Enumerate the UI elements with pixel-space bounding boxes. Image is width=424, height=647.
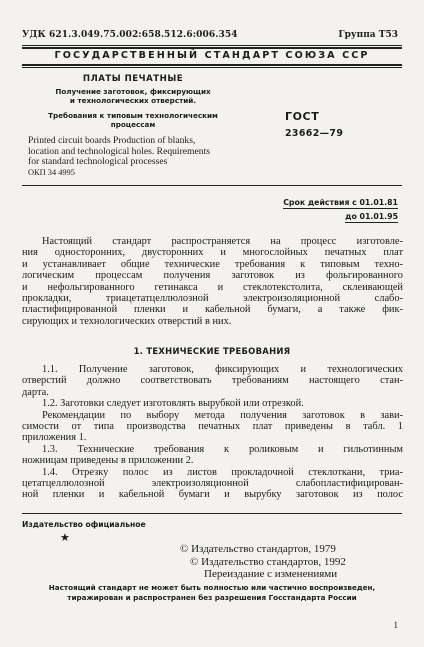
okp-code: ОКП 34 4995 <box>28 168 75 177</box>
state-rule-thin <box>22 67 402 68</box>
section-line: 1.1. Получение заготовок, фиксирующих и технологических <box>42 364 403 375</box>
intro-line: и нефольгированного гетинакса и стеклотекстолита, склеивающей <box>22 281 403 293</box>
footer-rule <box>22 513 402 514</box>
section-paragraphs <box>22 364 403 501</box>
intro-paragraph <box>22 236 403 327</box>
section-line: 1.4. Отрезку полос из листов прокладочной стеклоткани, триа- <box>42 466 403 478</box>
title-main: ПЛАТЫ ПЕЧАТНЫЕ <box>82 74 184 84</box>
top-rule-thin <box>22 45 402 46</box>
reissue-line: Переиздание с изменениями <box>204 568 338 580</box>
gost-number: 23662—79 <box>285 128 344 139</box>
group-code: Группа Т53 <box>338 30 398 40</box>
validity-block <box>283 196 398 224</box>
title-sub-line: и технологических отверстий. <box>69 96 197 105</box>
udc-code: УДК 621.3.049.75.002:658.512.6:006.354 <box>22 30 238 40</box>
intro-line: пластифицированной пленки и кабельной бумаги, а также фик- <box>22 304 403 316</box>
section-line: приложения 1. <box>22 432 87 444</box>
english-title-line: location and technological holes. Requirements <box>28 145 210 157</box>
title-sub <box>22 87 244 105</box>
top-rule-thick <box>22 47 402 49</box>
title-sub2-line: Требования к типовым технологическим <box>48 111 218 120</box>
section-line: отверстий должно соответствовать требованиям настоящего стан- <box>22 375 403 387</box>
star-icon: ★ <box>60 531 70 544</box>
state-rule-thick <box>22 64 402 66</box>
gost-block <box>285 110 343 139</box>
intro-line: прокладки, триацетатцеллюлозной электроизоляционной слабо- <box>22 293 403 305</box>
section-line: 1.3. Технические требования к роликовым и гильотинным <box>42 443 403 455</box>
gost-label: ГОСТ <box>285 110 320 123</box>
section-line: Рекомендации по выбору метода получения заготовок в зави- <box>42 409 403 421</box>
title-sub2-line: процессам <box>110 120 156 129</box>
intro-line: и устанавливает общие технические требования к типовым техно- <box>22 258 403 270</box>
intro-line: сирующих и технологических отверстий в них. <box>22 315 232 327</box>
english-title-line: for standard technological processes <box>28 156 168 167</box>
title-sub-line: Получение заготовок, фиксирующих <box>55 87 211 96</box>
official-edition: Издательство официальное <box>22 520 146 529</box>
section-line: ной пленки и кабельной бумаги и вырубку заготовок из полос <box>22 489 403 501</box>
title-block <box>22 74 244 129</box>
english-title-line: Printed circuit boards Production of blanks, <box>28 135 196 146</box>
mid-rule <box>22 185 402 186</box>
copyright-line: © Издательство стандартов, 1992 <box>190 555 346 568</box>
intro-line: логическим процессам получения заготовок из фольгированного <box>22 270 403 282</box>
title-sub2 <box>22 111 244 129</box>
intro-line: Настоящий стандарт распространяется на процесс изготовле- <box>42 236 403 247</box>
section-line: ножницам приведены в приложении 2. <box>22 455 194 467</box>
section-line: дарта. <box>22 386 49 398</box>
section-line: цетатцеллюлозной электроизоляционной слабопластифицирован- <box>22 478 403 490</box>
reproduction-notice <box>22 583 402 603</box>
notice-line: тиражирован и распространен без разрешения Госстандарта России <box>67 593 357 602</box>
state-standard-heading: ГОСУДАРСТВЕННЫЙ СТАНДАРТ СОЮЗА ССР <box>54 50 370 61</box>
notice-line: Настоящий стандарт не может быть полностью или частично воспроизведен, <box>48 583 376 592</box>
section-title: 1. ТЕХНИЧЕСКИЕ ТРЕБОВАНИЯ <box>133 346 291 356</box>
intro-line: ния односторонних, двусторонних и многослойных печатных плат <box>22 247 403 259</box>
english-title <box>28 136 268 168</box>
section-line: 1.2. Заготовки следует изготовлять вырубкой или отрезкой. <box>42 398 304 410</box>
validity-from: Срок действия с 01.01.81 <box>283 198 398 207</box>
page-number: 1 <box>393 620 398 630</box>
copyright-line: © Издательство стандартов, 1979 <box>180 543 336 555</box>
validity-to: до 01.01.95 <box>345 212 398 221</box>
section-line: симости от типа производства печатных плат приведены в табл. 1 <box>22 421 403 433</box>
copyright-block <box>180 543 346 581</box>
